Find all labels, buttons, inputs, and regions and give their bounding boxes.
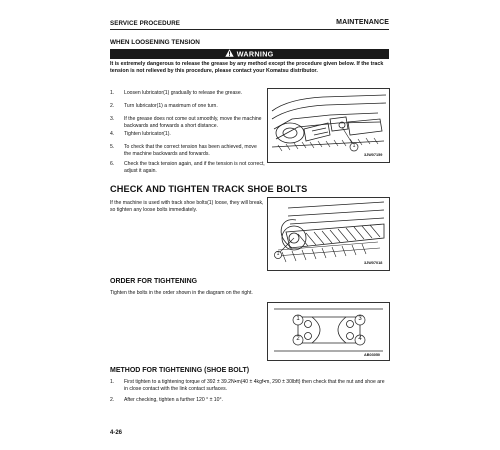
figure-code: AB03050 [364, 353, 381, 357]
step-number: 1. [110, 379, 115, 385]
figure-code: 3JW07018 [364, 261, 383, 265]
order-title: ORDER FOR TIGHTENING [110, 278, 198, 285]
step-text: Loosen lubricator(1) gradually to release the grease. [124, 90, 243, 96]
lubricator-figure [267, 88, 390, 163]
loosening-title: WHEN LOOSENING TENSION [110, 39, 200, 46]
bolt-number: 1 [296, 316, 300, 322]
callout-number: 1 [352, 143, 356, 149]
step-text: To check that the correct tension has been achieved, move the machine backwards and forwards. [124, 144, 257, 157]
track-shoe-figure [267, 197, 390, 271]
bolt-number: 2 [296, 336, 300, 342]
method-title: METHOD FOR TIGHTENING (SHOE BOLT) [110, 367, 250, 374]
header-section-title: SERVICE PROCEDURE [110, 20, 181, 27]
step-text: Tighten lubricator(1). [124, 131, 171, 137]
bolt-order-figure [267, 302, 390, 361]
warning-text: It is extremely dangerous to release the grease by any method except the procedure given below. If the track tension is not relieved by this procedure, please contact your Komatsu distributor. [110, 61, 384, 74]
bolts-text: If the machine is used with track shoe bolts(1) loose, they will break, so tighten any loose bolts immediately. [110, 200, 264, 213]
order-text: Tighten the bolts in the order shown in the diagram on the right. [110, 290, 253, 296]
figure-code: 3JW07159 [364, 153, 383, 157]
step-text: First tighten to a tightening torque of 392 ± 39.2N•m(40 ± 4kgf•m, 290 ± 30lbft) then check that the nut and shoe are in close contact with the link contact surfaces. [124, 379, 385, 392]
header-chapter-title: MAINTENANCE [336, 19, 389, 26]
step-number: 2. [110, 103, 115, 109]
header-rule [110, 29, 389, 30]
step-text: Turn lubricator(1) a maximum of one turn. [124, 103, 218, 109]
step-number: 5. [110, 144, 115, 150]
step-number: 1. [110, 90, 115, 96]
warning-triangle-icon [225, 49, 234, 60]
callout-number: 1 [276, 251, 280, 257]
step-text: After checking, tighten a further 120 ° ± 10°. [124, 397, 223, 403]
bolt-number: 4 [358, 336, 362, 342]
track-shoe-illustration [268, 198, 389, 270]
bolt-number: 3 [358, 316, 362, 322]
step-number: 2. [110, 397, 115, 403]
step-number: 4. [110, 131, 115, 137]
lubricator-illustration [268, 89, 389, 162]
bolt-order-illustration [268, 303, 389, 360]
step-text: If the grease does not come out smoothly, move the machine backwards and forwards a short distance. [124, 116, 262, 129]
bolts-title: CHECK AND TIGHTEN TRACK SHOE BOLTS [110, 184, 308, 194]
step-text: Check the track tension again, and if the tension is not correct, adjust it again. [124, 161, 265, 174]
warning-bar [110, 49, 389, 59]
step-number: 6. [110, 161, 115, 167]
page-number: 4-26 [110, 430, 123, 436]
warning-label: WARNING [236, 49, 274, 59]
step-number: 3. [110, 116, 115, 122]
